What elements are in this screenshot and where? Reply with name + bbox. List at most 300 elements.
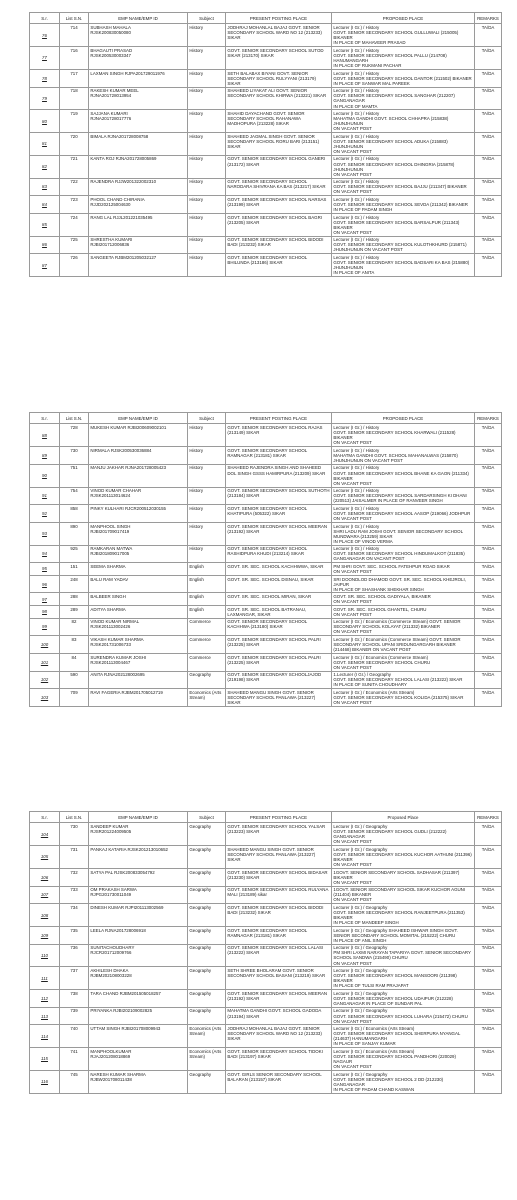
sn-cell: 112 [30,990,60,1008]
table-row [30,1048,502,1071]
emp-cell: SAJJANA KUMARI RJNA201728017776 [89,110,188,133]
table-row [30,563,502,576]
subject-cell: Geography [188,904,226,927]
sn-cell: 94 [30,545,60,563]
sn-cell: 116 [30,1070,60,1093]
sn-cell: 111 [30,967,60,990]
table-row [30,110,502,133]
subject-cell: Economics (Arts Stream) [188,689,226,707]
subject-cell: Geography [188,990,226,1008]
subject-cell: Geography [188,823,226,846]
subject-cell: History [188,196,226,214]
table-row [30,487,502,505]
table-row [30,990,502,1008]
subject-cell: English [188,563,226,576]
list-sn-cell: 720 [60,133,89,156]
list-sn-cell: 925 [60,545,89,563]
subject-cell: Commerce [188,653,226,671]
list-sn-cell: 735 [60,926,89,944]
remarks-cell: TA/DA [475,24,502,47]
list-sn-cell: 740 [60,1025,89,1048]
list-sn-cell: 724 [60,213,89,236]
emp-cell: SURENDRA KUMAR JOSHI RJSK201113004467 [89,653,188,671]
emp-cell: RAKESH KUMAR MEEL RJNA201728013954 [89,87,188,110]
remarks-cell: TA/DA [475,967,502,990]
list-sn-cell: 736 [60,944,89,967]
present-place-cell: GOVT. SENIOR SECONDARY SCHOOL SUTHOTH (213184) SIKAR [226,487,332,505]
subject-cell: Geography [188,926,226,944]
present-place-cell: GOVT. SENIOR SECONDARY SCHOOL MEERAN (213192) SIKAR [226,522,332,545]
subject-cell: History [188,155,226,178]
proposed-place-cell: Lecturer (I Gr.) / History MAHATMA GANDHI GOVT. SCHOOL MAHANALWAS (215870) JHUNJHUNUN ON VACANT POST [332,447,475,465]
present-place-cell: GOVT. SENIOR SECONDARY SCHOOL KHATIPURA (505322) SIKAR [226,505,332,523]
subject-cell: Economics (Arts Stream) [188,1048,226,1071]
subject-cell: History [188,236,226,254]
emp-cell: SATYA PAL RJSK200833054792 [89,868,188,886]
table-row [30,886,502,904]
emp-cell: LEELA RJNA201728006918 [89,926,188,944]
list-sn-cell: 723 [60,196,89,214]
remarks-cell: TA/DA [475,447,502,465]
present-place-cell: GOVT. SENIOR SECONDARY SCHOOL GANERI (213172) SIKAR [226,155,332,178]
remarks-cell: TA/DA [475,69,502,87]
remarks-cell: TA/DA [475,196,502,214]
proposed-place-cell: Lecturer (I Gr.) / History GOVT. SENIOR SECONDARY SCHOOL KHARWALI (211528) BIKANER ON VACANT POST [332,424,475,447]
emp-cell: RAMKARAN MATWA RJBI201809017005 [89,545,188,563]
subject-cell: History [188,133,226,156]
emp-cell: TARA CHAND RJBM201505018257 [89,990,188,1008]
list-sn-cell: 288 [60,593,89,606]
proposed-place-cell: Lecturer (I Gr.) / History GOVT. SENIOR SECONDARY SCHOOL BHANE KA GAON (211334) BIKANER ON VACANT POST [332,464,475,487]
subject-cell: History [188,254,226,277]
table-row [30,944,502,967]
emp-cell: SHRESTHA KUMARI RJBI201712006836 [89,236,188,254]
list-sn-cell: 248 [60,575,89,593]
remarks-cell: TA/DA [475,689,502,707]
table-row [30,671,502,689]
table-row [30,505,502,523]
proposed-place-cell: Lecturer (I Gr.) / History GOVT. SENIOR SECONDARY SCHOOL BAJJU (211347) BIKANER ON VACANT POST [332,178,475,196]
subject-cell: History [188,545,226,563]
present-place-cell: JODHRAJ MOHANLAL BAJAJ GOVT. SENIOR SECONDARY SCHOOL WARD NO 12 (213233) SIKAR [226,1025,332,1048]
table-row [30,133,502,156]
emp-cell: MANJU JAKHAR RJNA201728005423 [89,464,188,487]
remarks-cell: TA/DA [475,593,502,606]
list-sn-cell: 709 [60,689,89,707]
col-list-sn: List S.N. [60,812,89,823]
table-row [30,1070,502,1093]
emp-cell: DINESH KUMAR RJPI201113002569 [89,904,188,927]
proposed-place-cell: Lecturer (I Gr.) / Economics (Arts Stream) GOVT. SENIOR SECONDARY SCHOOL KOLIDA (215375) SIKAR ON VACANT POST [332,689,475,707]
remarks-cell: TA/DA [475,133,502,156]
present-place-cell: SETH BALABAX BIYANI GOVT. SENIOR SECONDARY SCHOOL RULYYANI (213179) SIKAR [226,69,332,87]
emp-cell: RAJENDRA RJJW201322002310 [89,178,188,196]
subject-cell: History [188,487,226,505]
remarks-cell: TA/DA [475,944,502,967]
proposed-place-cell: Lecturer (I Gr.) / History GOVT. SENIOR SECONDARY SCHOOL GULLUWALI (215005) BIKANER IN PLACE OF MAHAVEER PRASAD [332,24,475,47]
subject-cell: English [188,593,226,606]
sn-cell: 79 [30,87,60,110]
proposed-place-cell: 1GOVT. SENIOR SECONDARY SCHOOL SIKAR KUCHOR AGUNI (211404) BIKANER ON VACANT POST [332,886,475,904]
col-subject: Subject [188,413,226,424]
table-row [30,1007,502,1025]
transfer-table-1 [29,12,502,277]
col-emp: EMP NAME/EMP ID [89,812,188,823]
col-list-sn: List S.N. [60,413,89,424]
table-row [30,606,502,619]
emp-cell: RANG LAL RJJL201221035495 [89,213,188,236]
subject-cell: History [188,24,226,47]
subject-cell: History [188,505,226,523]
col-sn: S.r. [30,812,60,823]
present-place-cell: GOVT. SENIOR SECONDARY SCHOOL SUTOD SIKAR (213170) SIKAR [226,47,332,70]
proposed-place-cell: Lecturer (I Gr.) / Geography GOVT. SENIOR SECONDARY SCHOOL RANJEETPURA (211353) BIKANER IN PLACE OF MANDEEP SINGH [332,904,475,927]
proposed-place-cell: Lecturer (I Gr.) / Geography GOVT. SENIOR SECONDARY SCHOOL GUDLI (212222) GANGANAGAR ON VACANT POST [332,823,475,846]
list-sn-cell: 890 [60,522,89,545]
emp-cell: NIRMALA RJSK200530036884 [89,447,188,465]
present-place-cell: SHAHID DAYACHAND GOVT. SENIOR SECONDARY SCHOOL RAHANAWA MADHOPURA (213228) SIKAR [226,110,332,133]
subject-cell: History [188,178,226,196]
table-row [30,69,502,87]
remarks-cell: TA/DA [475,1070,502,1093]
emp-cell: LAXMAN SINGH RJPA201729011976 [89,69,188,87]
col-subject: Subject [188,812,226,823]
rows [30,24,502,277]
table-row [30,868,502,886]
list-sn-cell: 590 [60,671,89,689]
list-sn-cell: 714 [60,24,89,47]
list-sn-cell: 734 [60,904,89,927]
table-row [30,1025,502,1048]
subject-cell: History [188,424,226,447]
subject-cell: History [188,464,226,487]
sn-cell: 100 [30,636,60,654]
subject-cell: Commerce [188,618,226,636]
subject-cell: History [188,110,226,133]
proposed-place-cell: GOVT. SR. SEC. SCHOOL GHANTEL, CHURU ON VACANT POST [332,606,475,619]
header-row [30,13,502,24]
table-row [30,926,502,944]
list-sn-cell: 738 [60,990,89,1008]
sn-cell: 102 [30,671,60,689]
emp-cell: BALBEER SINGH [89,593,188,606]
list-sn-cell: 737 [60,967,89,990]
remarks-cell: TA/DA [475,87,502,110]
emp-cell: RAVI FAGERIA RJBM201705012719 [89,689,188,707]
proposed-place-cell: Lecturer (I Gr.) / History GOVT. SENIOR SECONDARY SCHOOL SANGHAR (212207) GANGANAGAR IN PLACE OF MAMTA [332,87,475,110]
emp-cell: BALU RAM YADAV [89,575,188,593]
proposed-place-cell: Lecturer (I Gr.) / Geography GOVT. SENIOR SECONDARY SCHOOL LUHARA (215472) CHURU ON VACANT POST [332,1007,475,1025]
sn-cell: 90 [30,464,60,487]
table-row [30,447,502,465]
sn-cell: 93 [30,522,60,545]
emp-cell: MANPHOOL SINGH RJBI201709017419 [89,522,188,545]
sn-cell: 103 [30,689,60,707]
proposed-place-cell: Lecturer (I Gr.) / History GOVT. SENIOR SECONDARY SCHOOL SEVDA (211342) BIKANER IN PLACE OF PADAM SINGH [332,196,475,214]
table-row [30,904,502,927]
col-remarks: REMARKS [475,413,502,424]
emp-cell: PANKAJ KATARIA RJSK201213010652 [89,846,188,869]
present-place-cell: GOVT. SR. SEC. SCHOOL MIRAN, SIKAR [226,593,332,606]
proposed-place-cell: 1GOVT. SENIOR SECONDARY SCHOOL SADHASAR (211397) BIKANER ON VACANT POST [332,868,475,886]
present-place-cell: GOVT. SENIOR SECONDARY SCHOOL RAJAS (213149) SIKAR [226,424,332,447]
table-row [30,87,502,110]
emp-cell: BHAGAUTI PRASAD RJSK200530003347 [89,47,188,70]
col-proposed: PROPOSED PLACE [332,413,475,424]
present-place-cell: GOVT. SENIOR SECONDARY SCHOOL RAMNAGAR (213181) SIKAR [226,926,332,944]
table-row [30,545,502,563]
sn-cell: 98 [30,606,60,619]
list-sn-cell: 745 [60,1070,89,1093]
present-place-cell: SHAHEED JAGMAL SINGH GOVT. SENIOR SECONDARY SCHOOL RORU BARI (213151) SIKAR [226,133,332,156]
proposed-place-cell: Lecturer (I Gr.) / Economics (Arts Stream) GOVT. SENIOR SECONDARY SCHOOL SHERPURA NYANGAL (214637) HANUMANGARH IN PLACE OF SANJAY KUMAR [332,1025,475,1048]
table-row [30,823,502,846]
proposed-place-cell: SRI DOONDLOD DHAMOD GOVT. SR. SEC. SCHOOL KHEJROLI, JAIPUR IN PLACE OF SHASHANK SHEKHAR SINGH [332,575,475,593]
sn-cell: 80 [30,110,60,133]
transfer-table-3 [29,811,502,1094]
present-place-cell: SHAHEED LIYAKAT ALI GOVT. SENIOR SECONDARY SCHOOL KHIRWA (213221) SIKAR [226,87,332,110]
list-sn-cell: 728 [60,424,89,447]
emp-cell: VINOD KUMAR CHAHAR RJSK201113014624 [89,487,188,505]
present-place-cell: MAHATMA GANDHI GOVT. SCHOOL GADODA (213194) SIKAR [226,1007,332,1025]
col-present: PRESENT POSTING PLACE [226,812,332,823]
proposed-place-cell: Lecturer (I Gr.) / Economics (Commerce Stream) GOVT. SENIOR SECONDARY SCHOOL CHURU ON VACANT POST [332,653,475,671]
col-subject: Subject [188,13,226,24]
emp-cell: MANPHOOLKUMAR RJAJ201208018869 [89,1048,188,1071]
emp-cell: PRIYANKA RJBI202109002825 [89,1007,188,1025]
emp-cell: SANDEEP KUMAR RJSR201224009505 [89,823,188,846]
remarks-cell: TA/DA [475,236,502,254]
proposed-place-cell: Lecturer (I Gr.) / History GOVT. SENIOR SECONDARY SCHOOL BARSALPUR (211343) BIKANER ON VACANT POST [332,213,475,236]
remarks-cell: TA/DA [475,904,502,927]
remarks-cell: TA/DA [475,178,502,196]
list-sn-cell: 151 [60,563,89,576]
list-sn-cell: 739 [60,1007,89,1025]
sn-cell: 104 [30,823,60,846]
subject-cell: English [188,575,226,593]
col-remarks: REMARKS [475,13,502,24]
remarks-cell: TA/DA [475,886,502,904]
subject-cell: English [188,606,226,619]
sn-cell: 86 [30,236,60,254]
present-place-cell: GOVT. SENIOR SECONDARY SCHOOL LALASI (213222) SIKAR [226,944,332,967]
sn-cell: 106 [30,868,60,886]
sn-cell: 89 [30,447,60,465]
remarks-cell: TA/DA [475,636,502,654]
sn-cell: 115 [30,1048,60,1071]
col-remarks: REMARKS [475,812,502,823]
remarks-cell: TA/DA [475,522,502,545]
list-sn-cell: 732 [60,868,89,886]
present-place-cell: GOVT. SENIOR SECONDARY SCHOOL BAGRI (213205) SIKAR [226,213,332,236]
present-place-cell: JODHRAJ MOHANLAL BAJAJ GOVT. SENIOR SECONDARY SCHOOL WARD NO 12 (213233) SIKAR [226,24,332,47]
proposed-place-cell: Lecturer (I Gr.) / Geography GOVT. SENIOR SECONDARY SCHOOL KUCHOR AATHUNI (211396) BIKANER ON VACANT POST [332,846,475,869]
sn-cell: 110 [30,944,60,967]
table-row [30,47,502,70]
sn-cell: 105 [30,846,60,869]
remarks-cell: TA/DA [475,47,502,70]
sn-cell: 97 [30,593,60,606]
remarks-cell: TA/DA [475,424,502,447]
remarks-cell: TA/DA [475,606,502,619]
present-place-cell: GOVT. SENIOR SECONDARY SCHOOL NARODARA SHIVRANA KA BAS (213217) SIKAR [226,178,332,196]
table-row [30,636,502,654]
present-place-cell: GOVT. SENIOR SECONDARY SCHOOL YALSAR (213223) SIKAR [226,823,332,846]
remarks-cell: TA/DA [475,846,502,869]
list-sn-cell: 754 [60,487,89,505]
table-row [30,155,502,178]
proposed-place-cell: PM SHRI GOVT. SEC. SCHOOL FATEHPUR ROAD SIKAR ON VACANT POST [332,563,475,576]
page-3 [29,811,501,1094]
remarks-cell: TA/DA [475,254,502,277]
proposed-place-cell: Lecturer (I Gr.) / History GOVT. SENIOR SECONDARY SCHOOL KULOTHKHURD (215871) JHUNJHUNUN ON VACANT POST [332,236,475,254]
sn-cell: 109 [30,926,60,944]
emp-cell: BIMALA RJNA201728008758 [89,133,188,156]
col-sn: S.r. [30,413,60,424]
proposed-place-cell: Lecturer (I Gr.) / History GOVT. SENIOR SECONDARY SCHOOL PALLU (214708) HANUMANGARH IN PLACE OF RUKMANI PACHAR [332,47,475,70]
sn-cell: 76 [30,24,60,47]
subject-cell: History [188,522,226,545]
remarks-cell: TA/DA [475,575,502,593]
list-sn-cell: 289 [60,606,89,619]
proposed-place-cell: Lecturer (I Gr.) / Geography GOVT. SENIOR SECONDARY SCHOOL UDAIPUR (212228) GANGANAGAR IN PLACE OF SUNDAR PAL [332,990,475,1008]
present-place-cell: SHAHEED MANGU SINGH GOVT. SENIOR SECONDARY SCHOOL PANLAWA (213227) SIKAR [226,846,332,869]
present-place-cell: SETH SHREE BHOLARAM GOVT. SENIOR SECONDARY SCHOOL BASANI (213219) SIKAR [226,967,332,990]
list-sn-cell: 722 [60,178,89,196]
table-row [30,522,502,545]
col-list-sn: List S.N. [60,13,89,24]
table-row [30,236,502,254]
present-place-cell: GOVT. SENIOR SECONDARY SCHOOL BHILUNDA (213186) SIKAR [226,254,332,277]
table-row [30,653,502,671]
remarks-cell: TA/DA [475,1007,502,1025]
emp-cell: ANITA RJNA202128002695 [89,671,188,689]
remarks-cell: TA/DA [475,1048,502,1071]
emp-cell: ADITYA SHARMA [89,606,188,619]
remarks-cell: TA/DA [475,110,502,133]
list-sn-cell: 733 [60,886,89,904]
list-sn-cell: 725 [60,236,89,254]
table-row [30,967,502,990]
remarks-cell: TA/DA [475,545,502,563]
table-row [30,213,502,236]
table-row [30,846,502,869]
proposed-place-cell: Lecturer (I Gr.) / Geography SHAHEED ISHWAR SINGH GOVT. SENIOR SECONDARY SCHOOL MOMITAL (215222) CHURU IN PLACE OF ANIL SINGH [332,926,475,944]
present-place-cell: GOVT. SR. SEC. SCHOOL KACHHWWA, SIKAR [226,563,332,576]
list-sn-cell: 730 [60,823,89,846]
present-place-cell: GOVT. SENIOR SECONDARY SCHOOL RULYANA MALI (213189) sikar [226,886,332,904]
sn-cell: 81 [30,133,60,156]
col-present: PRESENT POSTING PLACE [226,13,332,24]
table-row [30,254,502,277]
sn-cell: 87 [30,254,60,277]
rows [30,424,502,707]
proposed-place-cell: Lecturer (I Gr.) / History GOVT. SENIOR SECONDARY SCHOOL AASOP (219066) JODHPUR ON VACANT POST [332,505,475,523]
subject-cell: History [188,47,226,70]
present-place-cell: GOVT. GIRLS SENIOR SECONDARY SCHOOL BALARAN (213157) SIKAR [226,1070,332,1093]
sn-cell: 95 [30,563,60,576]
list-sn-cell: 719 [60,110,89,133]
list-sn-cell: 741 [60,1048,89,1071]
remarks-cell: TA/DA [475,155,502,178]
table-row [30,593,502,606]
table-row [30,464,502,487]
table-row [30,178,502,196]
remarks-cell: TA/DA [475,1025,502,1048]
table-row [30,689,502,707]
list-sn-cell: 717 [60,69,89,87]
present-place-cell: GOVT. SENIOR SECONDARY SCHOOL RAMNAGAR (213181) SIKAR [226,447,332,465]
page-1 [29,12,501,277]
subject-cell: Geography [188,1070,226,1093]
remarks-cell: TA/DA [475,487,502,505]
subject-cell: History [188,447,226,465]
remarks-cell: TA/DA [475,868,502,886]
sn-cell: 114 [30,1025,60,1048]
subject-cell: Geography [188,967,226,990]
subject-cell: History [188,69,226,87]
subject-cell: Geography [188,886,226,904]
present-place-cell: GOVT. SENIOR SECONDARY SCHOOL PALRI (213225) SIKAR [226,636,332,654]
emp-cell: SANGEETA RJBM201205032127 [89,254,188,277]
sn-cell: 107 [30,886,60,904]
col-present: PRESENT POSTING PLACE [226,413,332,424]
emp-cell: KANTA ROJ RJNA201728005869 [89,155,188,178]
rows [30,823,502,1093]
subject-cell: Commerce [188,636,226,654]
proposed-place-cell: Lecturer (I Gr.) / History GOVT. SENIOR SECONDARY SCHOOL DHINGRIA (215878) JHUNJHUNUN ON VACANT POST [332,155,475,178]
emp-cell: AKHILESH DHAKA RJBM202108003228 [89,967,188,990]
present-place-cell: GOVT. SENIOR SECONDARY SCHOOL KACHHWA (213180) SIKAR [226,618,332,636]
subject-cell: Geography [188,944,226,967]
present-place-cell: GOVT. SENIOR SECONDARY SCHOOL MEERAN (213192) SIKAR [226,990,332,1008]
present-place-cell: SHAHEED RAJENDRA SINGH AND SHAHEED DOL SINGH GSSS HAMIRPURA (213209) SIKAR [226,464,332,487]
remarks-cell: TA/DA [475,464,502,487]
proposed-place-cell: Lecturer (I Gr.) / History MAHATMA GANDHI GOVT. SCHOOL CHHAPRA (215838) JHUNJHUNUN ON VACANT POST [332,110,475,133]
emp-cell: MUKESH KUMAR RJBI200609002101 [89,424,188,447]
remarks-cell: TA/DA [475,653,502,671]
proposed-place-cell: Lecturer (I Gr.) / Economics (Arts Stream) GOVT. SENIOR SECONDARY SCHOOL PANDHORI (220029) NAGAUR ON VACANT POST [332,1048,475,1071]
list-sn-cell: 726 [60,254,89,277]
present-place-cell: GOVT. SENIOR SECONDARY SCHOOL TIDOKI BADI (213197) SIKAR [226,1048,332,1071]
table-row [30,618,502,636]
proposed-place-cell: Lecturer (I Gr.) / History GOVT. SENIOR SECONDARY SCHOOL HINDUMALKOT (211835) GANGANAGAR ON VACANT POST [332,545,475,563]
list-sn-cell: 83 [60,636,89,654]
emp-cell: SUBHASH MAHALA RJSK200830050080 [89,24,188,47]
subject-cell: History [188,87,226,110]
col-proposed: Proposed Place [332,812,475,823]
emp-cell: NARESH KUMAR SHARMA RJBW201708011438 [89,1070,188,1093]
remarks-cell: TA/DA [475,563,502,576]
remarks-cell: TA/DA [475,618,502,636]
list-sn-cell: 751 [60,464,89,487]
page-2 [29,412,501,707]
sn-cell: 101 [30,653,60,671]
emp-cell: PINKY KULHARI RJCR200512030155 [89,505,188,523]
col-emp: EMP NAME/EMP ID [89,13,188,24]
remarks-cell: TA/DA [475,505,502,523]
col-proposed: PROPOSED PLACE [332,13,475,24]
emp-cell: SEEMA SHARMA [89,563,188,576]
proposed-place-cell: Lecturer (I Gr.) / Economics (Commerce Stream) GOVT. SENIOR SECONDARY SCHOOL UPANI SRIDUNGARGARH BIKANER (214468) BIKANER ON VACANT POST [332,636,475,654]
list-sn-cell: 718 [60,87,89,110]
emp-cell: PHOOL CHAND CHIRANIA RJJD202125004630 [89,196,188,214]
remarks-cell: TA/DA [475,926,502,944]
subject-cell: Geography [188,846,226,869]
present-place-cell: GOVT. SENIOR SECONDARY SCHOOLJAJOD (219198) SIKAR [226,671,332,689]
present-place-cell: GOVT. SENIOR SECONDARY SCHOOL RASHIDPURA KHUDI (213214) SIKAR [226,545,332,563]
table-row [30,575,502,593]
